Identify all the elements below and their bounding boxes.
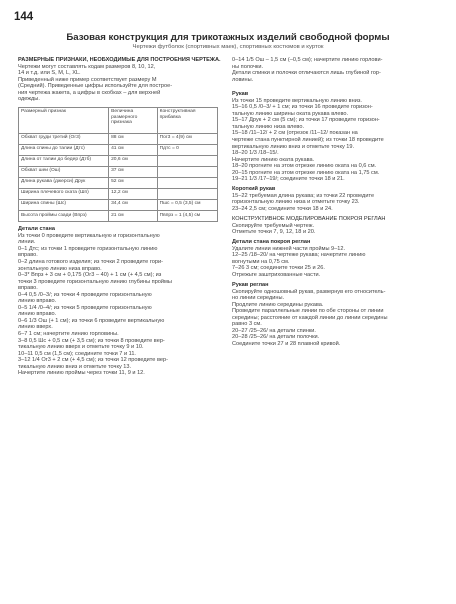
table-cell: Длина спины до талии (Дтс) bbox=[19, 144, 109, 155]
text-line: 20–27 /25–26/ на детали спинки. bbox=[232, 327, 316, 334]
table-cell: Пог3 = 4(9) см bbox=[157, 133, 217, 144]
text-line: Отрежьте заштрихованные части. bbox=[232, 271, 321, 278]
table-row bbox=[19, 166, 218, 177]
text-line: но линии середины. bbox=[232, 295, 285, 302]
page-number: 144 bbox=[14, 11, 34, 23]
table-cell bbox=[157, 189, 217, 200]
text-line: тальную линию ширины оката рукава влево. bbox=[232, 110, 349, 117]
text-line: 0–14 1/5 Ош – 1,5 см (–0,5 см); начертите линию горлови- bbox=[232, 57, 383, 63]
text-line: тикальную линию вниз и отметьте точку 13. bbox=[18, 363, 132, 370]
intro-line: Чертежи могут составлять кодам размеров 8, 10, 12, bbox=[18, 63, 156, 70]
table-cell: Ширина плечевого ската (Шп) bbox=[19, 189, 109, 200]
page-subtitle: Чертежи футболок (спортивных маек), спортивных костюмов и курток bbox=[132, 44, 324, 50]
text-line: 15–18 /11–12/ + 2 см (отрезок /11–12/ показан на bbox=[232, 130, 358, 137]
text-line: Начертите линию оката рукава. bbox=[232, 156, 315, 163]
section-heading: Детали стана bbox=[18, 226, 55, 233]
text-line: Из точки 15 проведите вертикальную линию вниз. bbox=[232, 97, 362, 104]
text-line: 15–22 требуемая длина рукава; из точки 22 проведите bbox=[232, 192, 375, 199]
table-cell: Длина рукава (джерси) Друк bbox=[19, 177, 109, 188]
table-row bbox=[19, 177, 218, 188]
table-cell: Пшс = 0,5 (3,5) см bbox=[157, 200, 217, 211]
table-cell: 41 см bbox=[109, 144, 158, 155]
text-line: линию вправо. bbox=[18, 311, 57, 318]
text-line: 20–28 /25–26/ на детали полочки. bbox=[232, 334, 320, 341]
text-line: Начертите линию проймы через точки 11, 9 и 12. bbox=[18, 370, 145, 377]
text-line: 0–6 1/3 Ош (+ 1 см); из точки 6 проведите вертикальную bbox=[18, 317, 165, 324]
text-line: 18–20 1/3 /18–15/. bbox=[232, 150, 279, 157]
text-line: зонтальную линию низа вправо. bbox=[18, 265, 102, 272]
text-line: 12–25 /18–20/ на чертеже рукава; начертите линию bbox=[232, 252, 366, 259]
text-line: 15–17 Друк + 2 см (5 см); из точки 17 проведите горизон- bbox=[232, 117, 380, 124]
text-line: 3–8 0,5 Шс + 0,5 см (+ 3,5 см); из точки 8 проведите вер- bbox=[18, 337, 165, 344]
text-line: 19–21 1/3 /17–19/; соедините точки 18 и 21. bbox=[232, 176, 345, 183]
text-line: 18–20 прогните на этом отрезке линию оката на 0,6 см. bbox=[232, 163, 377, 170]
table-cell: Обхват груди третий (Ог3) bbox=[19, 133, 109, 144]
table-cell: 21 см bbox=[109, 211, 158, 222]
intro-text bbox=[18, 64, 221, 103]
text-line: 15–16 0,5 /0–3/ + 1 см; из точки 16 проведите горизон- bbox=[232, 104, 373, 111]
text-line: вертикальную линию вниз и отметьте точку 19. bbox=[232, 143, 355, 150]
table-cell: 37 см bbox=[109, 166, 158, 177]
table-cell: Пдтс = 0 bbox=[157, 144, 217, 155]
text-line: 0–3* Впрз + 3 см + 0,175 (Ог3 – 40) + 1 см (+ 4,5 см); из bbox=[18, 272, 162, 279]
table-cell bbox=[157, 177, 217, 188]
text-line: Отметьте точки 7, 9, 12, 18 и 20. bbox=[232, 229, 316, 236]
section-body bbox=[232, 289, 440, 348]
text-line: вогнутыми на 0,75 см. bbox=[232, 258, 290, 265]
intro-line: Приведенный ниже пример соответствует размеру M bbox=[18, 76, 157, 83]
intro-heading: РАЗМЕРНЫЕ ПРИЗНАКИ, НЕОБХОДИМЫЕ ДЛЯ ПОСТРОЕНИЯ ЧЕРТЕЖА. bbox=[18, 57, 221, 63]
table-cell bbox=[157, 166, 217, 177]
right-column bbox=[232, 57, 440, 347]
text-line: середины; расстояние от каждой линии до линии середины bbox=[232, 314, 388, 321]
text-line: Из точки 0 проведите вертикальную и горизонтальную bbox=[18, 232, 160, 239]
table-cell bbox=[157, 155, 217, 166]
section-heading: КОНСТРУКТИВНОЕ МОДЕЛИРОВАНИЕ ПОКРОЯ РЕГЛАН bbox=[232, 216, 386, 223]
text-line: вправо. bbox=[18, 252, 38, 259]
text-line: линии. bbox=[18, 239, 36, 246]
text-line: Проведите параллельные линии по обе стороны от линии bbox=[232, 308, 384, 315]
text-line: вправо. bbox=[18, 285, 38, 292]
section-body bbox=[232, 193, 440, 213]
text-line: 20–15 прогните на этом отрезке линию оката на 1,75 см. bbox=[232, 169, 380, 176]
text-line: 10–11 0,5 см (1,5 см); соедините точки 7 и 11. bbox=[18, 350, 136, 357]
table-row bbox=[19, 189, 218, 200]
section-body bbox=[232, 98, 440, 183]
table-row bbox=[19, 200, 218, 211]
text-line: 0–4 0,5 /0–3/; из точки 4 проведите горизонтальную bbox=[18, 291, 152, 298]
text-line: ловины. bbox=[232, 76, 254, 83]
section-body bbox=[232, 57, 440, 83]
text-line: 3–12 1/4 Ог3 + 2 см (+ 4,5 см); из точки 12 проведите вер- bbox=[18, 357, 168, 364]
section-body bbox=[232, 246, 440, 279]
table-row bbox=[19, 211, 218, 222]
table-cell: Обхват шеи (Ош) bbox=[19, 166, 109, 177]
intro-line: ния чертежа жакета, а цифры в скобках – для верхней bbox=[18, 89, 161, 96]
section-body bbox=[232, 223, 440, 236]
table-cell: Ширина спины (Шс) bbox=[19, 200, 109, 211]
page-title: Базовая конструкция для трикотажных изделий свободной формы bbox=[66, 32, 390, 43]
section-body bbox=[18, 233, 221, 377]
text-line: равно 3 см. bbox=[232, 321, 262, 328]
table-header-cell: Конструктивная прибавка bbox=[157, 107, 217, 133]
text-line: точки 3 проведите горизонтальную линию глубины проймы bbox=[18, 278, 172, 285]
left-column bbox=[18, 57, 221, 377]
section-heading: Детали стана покроя реглан bbox=[232, 239, 311, 246]
measurements-table bbox=[18, 107, 218, 222]
text-line: 6–7 1 см; начертите линию горловины. bbox=[18, 330, 119, 337]
intro-line: одежды. bbox=[18, 96, 40, 103]
section-heading: Короткий рукав bbox=[232, 186, 276, 193]
text-line: чертеже стана пунктирной линией); из точки 18 проведите bbox=[232, 137, 384, 144]
text-line: Скопируйте требуемый чертеж. bbox=[232, 222, 314, 229]
table-cell: Пвпрз = 1 (4,5) см bbox=[157, 211, 217, 222]
table-row bbox=[19, 133, 218, 144]
section-heading: Рукав реглан bbox=[232, 281, 269, 288]
text-line: Скопируйте одношовный рукав, развернув его относитель- bbox=[232, 288, 386, 295]
table-cell: Длина от талии до бедер (Дтб) bbox=[19, 155, 109, 166]
table-cell: Высота проймы сзади (Впрз) bbox=[19, 211, 109, 222]
text-line: линию вверх. bbox=[18, 324, 53, 331]
table-cell: 52 см bbox=[109, 177, 158, 188]
text-line: Продлите линию середины рукава. bbox=[232, 301, 324, 308]
section-heading: Рукав bbox=[232, 91, 249, 98]
text-line: Детали спинки и полочки отличаются лишь глубиной гор- bbox=[232, 70, 381, 77]
table-header-row bbox=[19, 107, 218, 133]
text-line: тальную линию низа влево. bbox=[232, 123, 305, 130]
text-line: 0–2 длина готового изделия; из точки 2 проведите гори- bbox=[18, 258, 163, 265]
intro-line: 14 и т.д. или S, M, L, XL. bbox=[18, 70, 81, 77]
table-cell: 88 см bbox=[109, 133, 158, 144]
table-row bbox=[19, 155, 218, 166]
table-cell: 20,6 см bbox=[109, 155, 158, 166]
text-line: 0–5 1/4 /0–4/; из точки 5 проведите горизонтальную bbox=[18, 304, 152, 311]
text-line: Соедините точки 27 и 28 плавной кривой. bbox=[232, 340, 341, 347]
table-header-cell: Величина размерного признака bbox=[109, 107, 158, 133]
text-line: 0–1 Дтс; из точки 1 проведите горизонтальную линию bbox=[18, 245, 158, 252]
table-header-cell: Размерный признак bbox=[19, 107, 109, 133]
text-line: линию вправо. bbox=[18, 298, 57, 305]
text-line: 23–24 2,5 см; соедините точки 18 и 24. bbox=[232, 205, 333, 212]
text-line: горизонтальную линию низа и отметьте точку 23. bbox=[232, 199, 360, 206]
text-line: 7–26 3 см; соедините точки 25 и 26. bbox=[232, 265, 325, 272]
table-row bbox=[19, 144, 218, 155]
text-line: тикальную линию вверх и отметьте точку 9 и 10. bbox=[18, 344, 144, 351]
text-line: Удалите линии нижней части проймы 9–12. bbox=[232, 245, 346, 252]
table-cell: 12,2 см bbox=[109, 189, 158, 200]
text-line: ны полочки. bbox=[232, 63, 264, 70]
table-cell: 34,4 см bbox=[109, 200, 158, 211]
intro-line: (Средний). Приведенные цифры используйте для построе- bbox=[18, 83, 173, 90]
